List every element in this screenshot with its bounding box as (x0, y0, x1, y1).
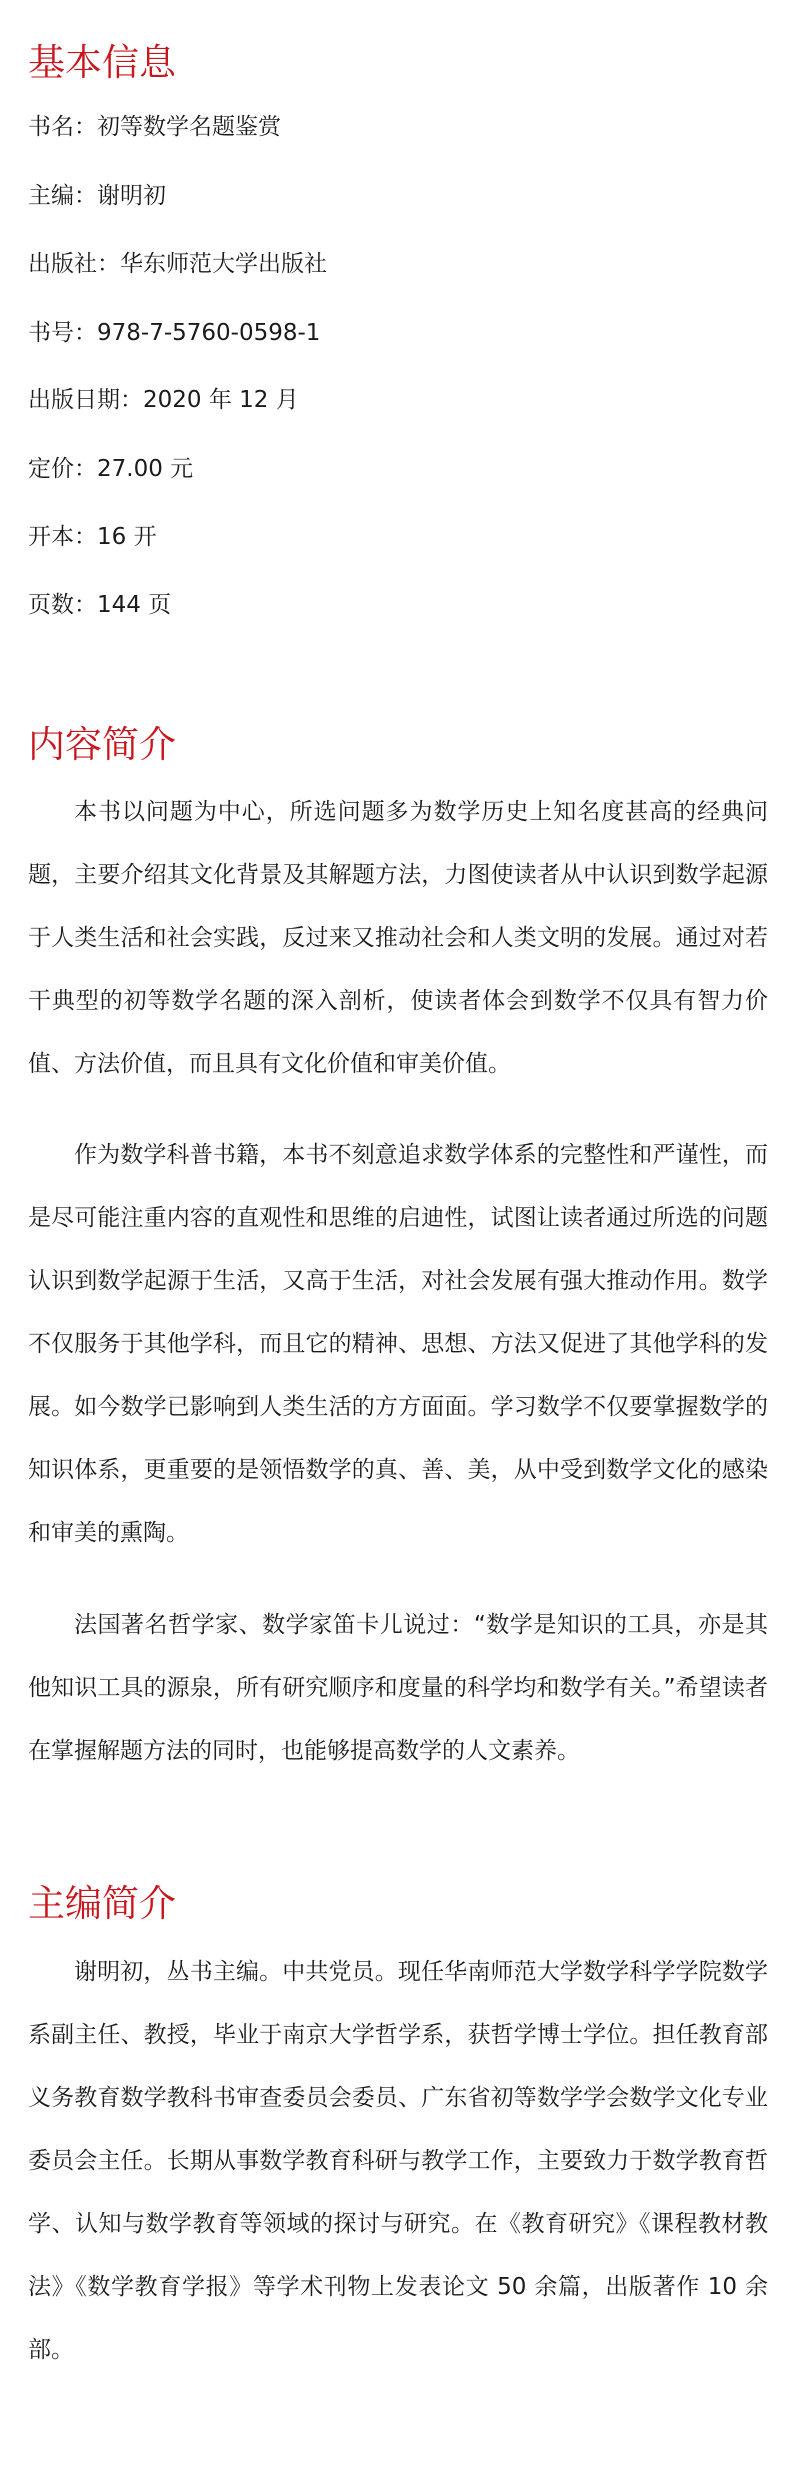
book-title-line: 书名：初等数学名题鉴赏 (28, 114, 281, 140)
format-line: 开本：16 开 (28, 524, 157, 550)
editor-intro-paragraph: 谢明初，丛书主编。中共党员。现任华南师范大学数学科学学院数学系副主任、教授，毕业于南京大学哲学系，获哲学博士学位。担任教育部义务教育数学教科书审查委员会委员、广东省初等数学学会数学文化专业委员会主任。长期从事数学教育科研与教学工作，主要致力于数学教育哲学、认知与数学教育等领域的探讨与研究。在《教育研究》《课程教材教法》《数学教育学报》等学术刊物上发表论文 50 余篇，出版著作 10 余部。 (28, 1959, 768, 2363)
basic-info-heading: 基本信息 (28, 41, 176, 84)
publish-date-line: 出版日期：2020 年 12 月 (28, 387, 299, 413)
content-intro-paragraph: 法国著名哲学家、数学家笛卡儿说过：“数学是知识的工具，亦是其他知识工具的源泉，所有研究顺序和度量的科学均和数学有关。”希望读者在掌握解题方法的同时，也能够提高数学的人文素养。 (28, 1612, 768, 1764)
content-intro-paragraph: 本书以问题为中心，所选问题多为数学历史上知名度甚高的经典问题，主要介绍其文化背景及其解题方法，力图使读者从中认识到数学起源于人类生活和社会实践，反过来又推动社会和人类文明的发展。通过对若干典型的初等数学名题的深入剖析，使读者体会到数学不仅具有智力价值、方法价值，而且具有文化价值和审美价值。 (28, 799, 768, 1077)
pages-line: 页数：144 页 (28, 592, 172, 618)
price-line: 定价：27.00 元 (28, 456, 194, 482)
content-intro-paragraph: 作为数学科普书籍，本书不刻意追求数学体系的完整性和严谨性，而是尽可能注重内容的直观性和思维的启迪性，试图让读者通过所选的问题认识到数学起源于生活，又高于生活，对社会发展有强大推动作用。数学不仅服务于其他学科，而且它的精神、思想、方法又促进了其他学科的发展。如今数学已影响到人类生活的方方面面。学习数学不仅要掌握数学的知识体系，更重要的是领悟数学的真、善、美，从中受到数学文化的感染和审美的熏陶。 (28, 1142, 768, 1546)
editor-line: 主编：谢明初 (28, 183, 166, 209)
content-intro-heading: 内容简介 (28, 723, 176, 766)
publisher-line: 出版社：华东师范大学出版社 (28, 251, 327, 277)
editor-intro-heading: 主编简介 (28, 1882, 176, 1925)
isbn-line: 书号：978-7-5760-0598-1 (28, 320, 321, 346)
